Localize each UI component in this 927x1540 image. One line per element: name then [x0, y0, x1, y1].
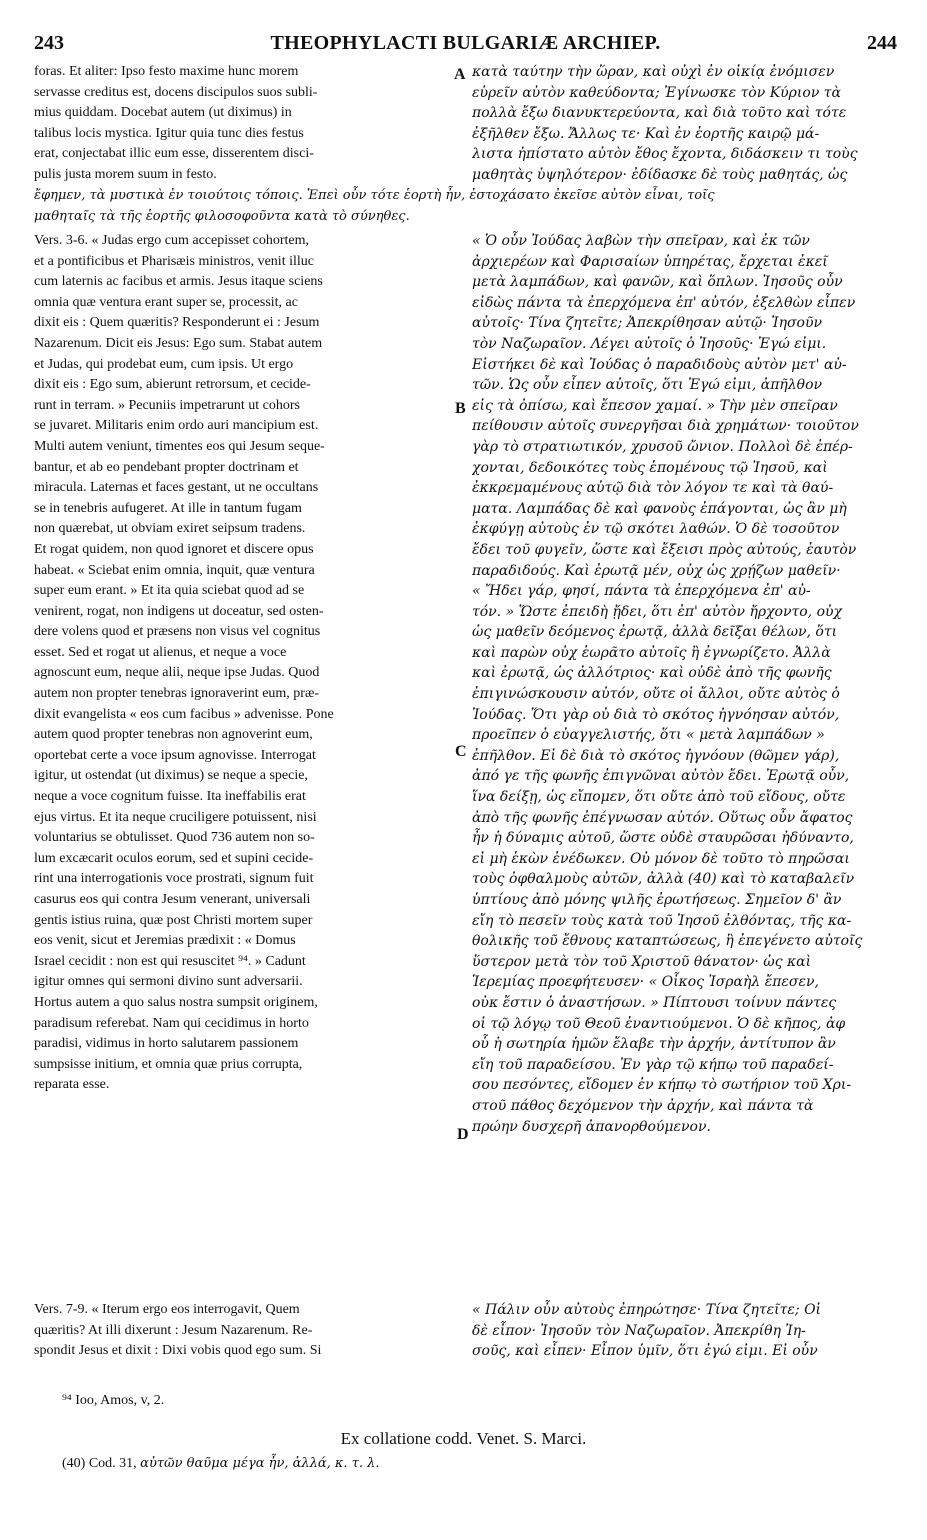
text-line: τὸν Ναζωραῖον. Λέγει αὐτοῖς ὁ Ἰησοῦς· Ἐγώ εἰμι.: [472, 335, 827, 352]
text-line: sumpsisse initium, et omnia quæ prius corrupta,: [34, 1056, 303, 1072]
text-line: cum laternis ac facibus et armis. Jesus itaque sciens: [34, 274, 323, 290]
collation-title: Ex collatione codd. Venet. S. Marci.: [340, 1429, 587, 1448]
text-line: rint una interrogationis voce prostrati, signum fuit: [34, 871, 314, 887]
text-line: autem non propter tenebras ignoraverint eum, præ-: [34, 686, 319, 702]
text-line: servasse creditus est, docens discipulos suos subli-: [34, 84, 318, 100]
greek-column-block1: [472, 62, 892, 186]
text-line: ἦν ἡ δύναμις αὐτοῦ, ὥστε οὐδὲ σταυρῶσαι ἠδύναντο,: [472, 830, 854, 847]
text-line: runt in terram. » Pecuniis impetrarunt ut cohors: [34, 397, 300, 413]
text-line: et a pontificibus et Pharisæis ministros, venit illuc: [34, 253, 314, 269]
text-line: ὕστερον μετὰ τὸν τοῦ Χριστοῦ θάνατον· ὡς καὶ: [472, 953, 812, 970]
greek-column-block3: [472, 1300, 892, 1362]
text-line: venirent, rogat, non indigens ut doceatur, sed osten-: [34, 603, 324, 619]
text-line: « Πάλιν οὖν αὐτοὺς ἐπηρώτησε· Τίνα ζητεῖτε; Οἱ: [472, 1302, 822, 1318]
text-line: οὐκ ἔστιν ὁ ἀναστήσων. » Πίπτουσι τοίνυν πάντες: [472, 994, 837, 1011]
text-line: lum excæcarit oculos eorum, sed et supini cecide-: [34, 850, 314, 866]
text-line: eos venit, sicut et Jeremias prædixit : « Domus: [34, 933, 296, 949]
text-line: ἐκφύγῃ αὐτοὺς ἐν τῷ σκότει λαθών. Ὁ δὲ τοσοῦτον: [472, 521, 840, 538]
text-line: εἴη τοῦ παραδείσου. Ἐν γὰρ τῷ κήπῳ τοῦ παραδεί-: [472, 1056, 834, 1073]
text-line: Ἰούδας. Ὅτι γὰρ οὐ διὰ τὸ σκότος ἠγνόησαν αὐτόν,: [472, 706, 840, 723]
text-line: super eum erant. » Et ita quia sciebat quod ad se: [34, 583, 305, 599]
text-line: miracula. Laternas et faces gestant, ut ne occultans: [34, 480, 319, 496]
collation-note-greek: αὐτῶν θαῦμα μέγα ἦν, ἀλλά, κ. τ. λ.: [140, 1456, 380, 1471]
text-line: πολλὰ ἔξω διανυκτερεύοντα, καὶ διὰ τοῦτο καὶ τότε: [472, 105, 847, 122]
text-line: « Ὁ οὖν Ἰούδας λαβὼν τὴν σπεῖραν, καὶ ἐκ τῶν: [472, 233, 810, 249]
text-line: θολικῆς τοῦ ἔθνους καταπτώσεως, ἣ ἐπεγένετο αὐτοῖς: [472, 933, 863, 950]
text-line: agnoscunt eum, neque alii, neque ipse Judas. Quod: [34, 665, 320, 681]
text-line: reparata esse.: [34, 1077, 110, 1093]
text-line: habeat. « Sciebat enim omnia, inquit, quæ ventura: [34, 562, 315, 578]
text-line: ἀπὸ τῆς φωνῆς ἐπέγνωσαν αὐτόν. Οὕτως οὖν ἄφατος: [472, 809, 853, 826]
margin-marker-b: B: [455, 400, 466, 417]
text-line: mius quiddam. Docebat autem (ut diximus) in: [34, 105, 292, 121]
text-line: τόν. » Ὥστε ἐπειδὴ ᾔδει, ὅτι ἐπ' αὐτὸν ἤρχοντο, οὐχ: [472, 603, 842, 620]
text-line: et Judas, qui prodebat eum, cum ipsis. Ut ergo: [34, 356, 294, 372]
text-line: « Ἤδει γάρ, φησί, πάντα τὰ ἐπερχόμενα ἐπ' αὐ-: [472, 583, 811, 600]
latin-column-block2: [34, 231, 450, 1096]
text-line: non quærebat, ut obviam exiret seipsum tradens.: [34, 521, 306, 537]
text-line: ἐπιγινώσκουσιν αὐτόν, οὔτε οἱ ἄλλοι, οὔτε αὐτὸς ὁ: [472, 686, 840, 703]
text-line: Israel cecidit : non est qui resuscitet ⁹⁴. » Cadunt: [34, 953, 306, 969]
margin-marker-a: A: [454, 66, 466, 83]
text-line: ἐξῆλθεν ἔξω. Ἄλλως τε· Καὶ ἐν ἑορτῆς καιρῷ μά-: [472, 125, 820, 142]
latin-column-block1: [34, 62, 450, 186]
text-line: καὶ ἐρωτᾷ, ὡς ἀλλότριος· καὶ οὐδὲ ἀπὸ τῆς φωνῆς: [472, 665, 832, 682]
text-line: Hortus autem a quo salus nostra sumpsit originem,: [34, 994, 318, 1010]
text-line: quæritis? At illi dixerunt : Jesum Nazarenum. Re-: [34, 1322, 313, 1338]
text-line: esset. Sed et rogat ut alienus, et neque a voce: [34, 644, 287, 660]
text-line: τοὺς ὀφθαλμοὺς αὐτῶν, ἀλλὰ (40) καὶ τὸ καταβαλεῖν: [472, 871, 855, 888]
text-line: μαθηταῖς τὰ τῆς ἑορτῆς φιλοσοφοῦντα κατὰ τὸ σύνηθες.: [34, 208, 410, 224]
text-line: se juvaret. Militaris enim ordo auri mancipium est.: [34, 418, 319, 434]
text-line: dere volens quod et præsens non visus vel cognitus: [34, 624, 321, 640]
text-line: εἰ μὴ ἑκὼν ἐνέδωκεν. Οὐ μόνον δὲ τοῦτο τὸ πηρῶσαι: [472, 850, 850, 867]
text-line: ὡς μαθεῖν δεόμενος ἐρωτᾷ, ἀλλὰ δεῖξαι θέλων, ὅτι: [472, 624, 838, 641]
text-line: εἴη τὸ πεσεῖν τοὺς κατὰ τοῦ Ἰησοῦ ἐλθόντας, τῆς κα-: [472, 912, 852, 929]
text-line: voluntarius se obtulisset. Quod 736 autem non so-: [34, 830, 315, 846]
collation-note-prefix: (40) Cod. 31,: [62, 1456, 137, 1471]
text-line: πρώην δυσχερῆ ἀπανορθούμενον.: [472, 1118, 711, 1135]
text-line: χονται, δεδοικότες τοὺς ἑπομένους τῷ Ἰησοῦ, καὶ: [472, 459, 828, 476]
text-line: Ἱερεμίας προεφήτευσεν· « Οἶκος Ἰσραὴλ ἔπεσεν,: [472, 974, 819, 991]
text-line: igitur, ut ostendat (ut diximus) se neque a specie,: [34, 768, 308, 784]
collation-note: [62, 1456, 380, 1472]
text-line: bantur, et ab eo pendebant propter doctrinam et: [34, 459, 299, 475]
text-line: τῶν. Ὡς οὖν εἶπεν αὐτοῖς, ὅτι Ἐγώ εἰμι, ἀπῆλθον: [472, 377, 823, 394]
text-line: οὗ ἡ σωτηρία ἡμῶν ἔλαβε τὴν ἀρχήν, ἀντίτυπον ἂν: [472, 1036, 836, 1053]
text-line: προεῖπεν ὁ εὐαγγελιστής, ὅτι « μετὰ λαμπάδων »: [472, 727, 825, 744]
page-number-right: 244: [867, 32, 897, 54]
text-line: Nazarenum. Dicit eis Jesus: Ego sum. Stabat autem: [34, 335, 323, 351]
text-line: κατὰ ταύτην τὴν ὥραν, καὶ οὐχὶ ἐν οἰκίᾳ ἐνόμισεν: [472, 64, 835, 80]
text-line: autem quod propter tenebras non agnoverint eum,: [34, 727, 313, 743]
margin-marker-d: D: [457, 1126, 469, 1143]
text-line: paradisi, vidimus in horto salutarem passionem: [34, 1036, 299, 1052]
page-title: THEOPHYLACTI BULGARIÆ ARCHIEP.: [270, 32, 661, 54]
margin-marker-c: C: [455, 743, 467, 760]
text-line: igitur omnes qui sermoni divino sunt adversarii.: [34, 974, 303, 990]
text-line: μαθητὰς ὑψηλότερον· ἐδίδασκε δὲ τοὺς μαθητάς, ὡς: [472, 166, 848, 183]
text-line: ἔδει τοῦ φυγεῖν, ὥστε καὶ ἔξεισι πρὸς αὐτούς, ἑαυτὸν: [472, 541, 857, 558]
text-line: παραδιδούς. Καὶ ἐρωτᾷ μέν, οὐχ ὡς χρῄζων μαθεῖν·: [472, 562, 841, 579]
text-line: αὐτοῖς· Τίνα ζητεῖτε; Ἀπεκρίθησαν αὐτῷ· Ἰησοῦν: [472, 315, 822, 332]
text-line: neque a voce cognitum fuisse. Ita ineffabilis erat: [34, 789, 306, 805]
text-line: ματα. Λαμπάδας δὲ καὶ φανοὺς ἐπάγονται, ὡς ἂν μὴ: [472, 500, 847, 517]
text-line: εἰδὼς πάντα τὰ ἐπερχόμενα ἐπ' αὐτόν, ἐξελθὼν εἶπεν: [472, 294, 856, 311]
text-line: οἱ τῷ λόγῳ τοῦ Θεοῦ ἐναντιούμενοι. Ὁ δὲ κῆπος, ἀφ: [472, 1015, 846, 1032]
text-line: oportebat certe a voce ipsum agnovisse. Interrogat: [34, 747, 316, 763]
text-line: ἀρχιερέων καὶ Φαρισαίων ὑπηρέτας, ἔρχεται ἐκεῖ: [472, 253, 828, 270]
text-line: σου πεσόντες, εἴδομεν ἐν κήπῳ τὸ σωτήριον τοῦ Χρι-: [472, 1077, 852, 1094]
text-line: ἔφημεν, τὰ μυστικὰ ἐν τοιούτοις τόποις. Ἐπεὶ οὖν τότε ἑορτὴ ἦν, ἐστοχάσατο ἐκεῖσε αὐτὸν εἶναι, τοῖς: [34, 188, 715, 203]
text-line: λιστα ἠπίστατο αὐτὸν ἔθος ἔχοντα, διδάσκειν τι τοὺς: [472, 146, 858, 163]
text-line: omnia quæ ventura erant super se, processit, ac: [34, 294, 298, 310]
latin-column-block3: [34, 1300, 450, 1362]
greek-fullwidth-block1: [34, 186, 892, 227]
text-line: πείθουσιν αὐτοῖς συνεργῆσαι διὰ χρημάτων· τοιοῦτον: [472, 418, 859, 435]
text-line: Εἱστήκει δὲ καὶ Ἰούδας ὁ παραδιδοὺς αὐτὸν μετ' αὐ-: [472, 356, 847, 373]
text-line: μετὰ λαμπάδων, καὶ φανῶν, καὶ ὅπλων. Ἰησοῦς οὖν: [472, 274, 843, 291]
text-line: dixit eis : Quem quæritis? Responderunt ei : Jesum: [34, 315, 320, 331]
text-line: Multi autem veniunt, timentes eos qui Jesum seque-: [34, 438, 325, 454]
text-line: paradisum referebat. Nam qui cecidimus in horto: [34, 1015, 309, 1031]
text-line: ἀπό γε τῆς φωνῆς ἐπιγνῶναι αὐτὸν ἔδει. Ἐρωτᾷ οὖν,: [472, 768, 850, 785]
text-line: σοῦς, καὶ εἶπεν· Εἶπον ὑμῖν, ὅτι ἐγώ εἰμι. Εἰ οὖν: [472, 1343, 818, 1360]
text-line: dixit evangelista « eos cum facibus » advenisse. Pone: [34, 706, 334, 722]
text-line: ἐκκρεμαμένους αὐτῷ διὰ τὸν λόγον τε καὶ τὰ θαύ-: [472, 480, 834, 497]
text-line: ὑπτίους ἀπὸ μόνης ψιλῆς ἐρωτήσεως. Σημεῖον δ' ἂν: [472, 892, 842, 908]
text-line: ejus virtus. Et ita neque cruciligere potuissent, nisi: [34, 809, 317, 825]
text-line: Vers. 7-9. « Iterum ergo eos interrogavit, Quem: [34, 1302, 300, 1317]
text-line: Et rogat quidem, non quod ignoret et discere opus: [34, 541, 314, 557]
footnote: ⁹⁴ Ioo, Amos, v, 2.: [62, 1393, 165, 1408]
greek-column-block2: [472, 231, 892, 1137]
text-line: pulis justa morem suum in festo.: [34, 166, 217, 182]
text-line: εὑρεῖν αὐτὸν καθεύδοντα; Ἐγίνωσκε τὸν Κύριον τὰ: [472, 84, 841, 101]
text-line: talibus locis mystica. Igitur quia tunc dies festus: [34, 125, 304, 141]
text-line: foras. Et aliter: Ipso festo maxime hunc morem: [34, 64, 299, 79]
page-number-left: 243: [34, 32, 64, 54]
text-line: dixit eis : Ego sum, abierunt retrorsum, et cecide-: [34, 377, 311, 393]
text-line: καὶ παρὼν οὐχ ἑωρᾶτο αὐτοῖς ἢ ἐγνωρίζετο. Ἀλλὰ: [472, 644, 831, 661]
text-line: γὰρ τὸ στρατιωτικόν, χρυσοῦ ὤνιον. Πολλοὶ δὲ ἐπέρ-: [472, 438, 853, 455]
text-line: ἵνα δείξῃ, ὡς εἴπομεν, ὅτι οὔτε ἀπὸ τοῦ εἴδους, οὔτε: [472, 789, 846, 806]
text-line: spondit Jesus et dixit : Dixi vobis quod ego sum. Si: [34, 1343, 322, 1359]
text-line: ἐπῆλθον. Εἰ δὲ διὰ τὸ σκότος ἠγνόουν (θῶμεν γάρ),: [472, 747, 840, 764]
text-line: casurus eos qui contra Jesum venerant, universali: [34, 892, 311, 907]
running-header: [34, 32, 897, 56]
text-line: erat, conjectabat illic eum esse, disserentem disci-: [34, 146, 314, 162]
text-line: εἰς τὰ ὀπίσω, καὶ ἔπεσον χαμαί. » Τὴν μὲν σπεῖραν: [472, 397, 838, 414]
text-line: se in tenebris aufugeret. At ille in tantum fugam: [34, 500, 302, 516]
text-line: gentis istius ruina, quæ post Christi mortem super: [34, 912, 313, 928]
text-line: στοῦ πάθος δεχόμενον τὴν ἀρχήν, καὶ πάντα τὰ: [472, 1097, 814, 1114]
text-line: δὲ εἶπον· Ἰησοῦν τὸν Ναζωραῖον. Ἀπεκρίθη Ἰη-: [472, 1322, 806, 1339]
text-line: Vers. 3-6. « Judas ergo cum accepisset cohortem,: [34, 233, 309, 248]
